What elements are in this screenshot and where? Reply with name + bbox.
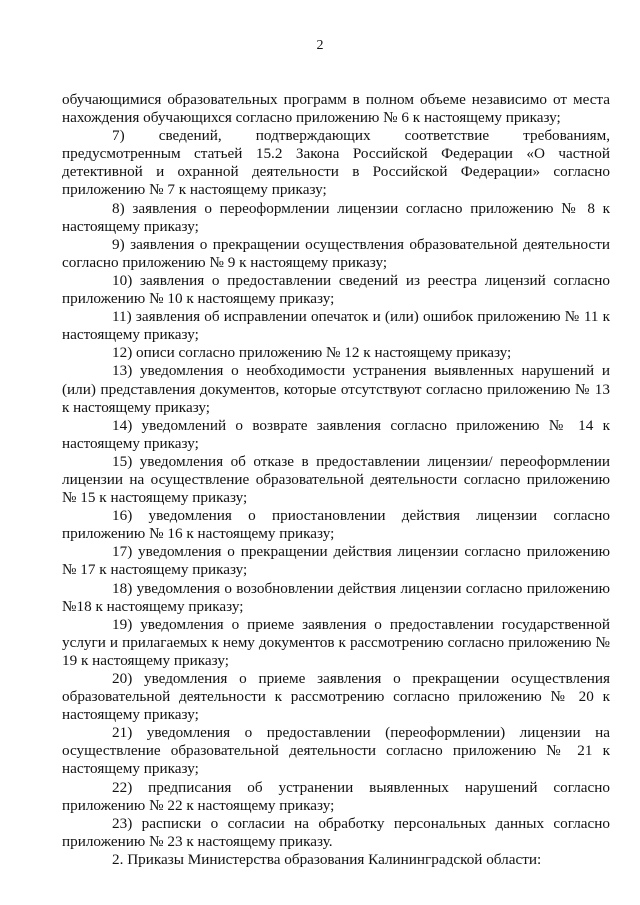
paragraph-continuation: обучающимися образовательных программ в полном объеме независимо от места нахождения обучающихся согласно приложению № 6 к настоящему приказу; [62,91,610,127]
list-item-7: 7) сведений, подтверждающих соответствие требованиям, предусмотренным статьей 15.2 Закона Российской Федерации «О частной детективной и охранной деятельности в Российской Федерации» согласно приложению № 7 к настоящему приказу; [62,127,610,199]
page-number: 2 [316,38,324,53]
list-item-8: 8) заявления о переоформлении лицензии согласно приложению № 8 к настоящему приказу; [62,199,610,235]
list-item-20: 20) уведомления о приеме заявления о прекращении осуществления образовательной деятельности к рассмотрению согласно приложению № 20 к настоящему приказу; [62,670,610,724]
list-item-16: 16) уведомления о приостановлении действия лицензии согласно приложению № 16 к настоящему приказу; [62,507,610,543]
list-item-17: 17) уведомления о прекращении действия лицензии согласно приложению № 17 к настоящему приказу; [62,543,610,579]
list-item-10: 10) заявления о предоставлении сведений из реестра лицензий согласно приложению № 10 к настоящему приказу; [62,271,610,308]
document-body [62,91,610,869]
list-item-15: 15) уведомления об отказе в предоставлении лицензии/ переоформлении лицензии на осуществление образовательной деятельности согласно приложению № 15 к настоящему приказу; [62,452,610,507]
section-2-heading: 2. Приказы Министерства образования Калининградской области: [112,850,542,868]
list-item-22: 22) предписания об устранении выявленных нарушений согласно приложению № 22 к настоящему приказу; [62,778,610,814]
list-item-18: 18) уведомления о возобновлении действия лицензии согласно приложению №18 к настоящему приказу; [62,579,610,615]
list-item-23: 23) расписки о согласии на обработку персональных данных согласно приложению № 23 к настоящему приказу. [62,814,610,850]
list-item-14: 14) уведомлений о возврате заявления согласно приложению № 14 к настоящему приказу; [62,416,610,452]
list-item-12: 12) описи согласно приложению № 12 к настоящему приказу; [112,344,512,362]
list-item-11: 11) заявления об исправлении опечаток и (или) ошибок приложению № 11 к настоящему приказу; [62,308,610,344]
list-item-19: 19) уведомления о приеме заявления о предоставлении государственной услуги и прилагаемых к нему документов к рассмотрению согласно приложению № 19 к настоящему приказу; [62,615,610,669]
list-item-13: 13) уведомления о необходимости устранения выявленных нарушений и (или) представления документов, которые отсутствуют согласно приложению № 13 к настоящему приказу; [62,362,610,416]
list-item-9: 9) заявления о прекращении осуществления образовательной деятельности согласно приложению № 9 к настоящему приказу; [62,235,610,271]
list-item-21: 21) уведомления о предоставлении (переоформлении) лицензии на осуществление образовательной деятельности согласно приложению № 21 к настоящему приказу; [62,724,610,778]
